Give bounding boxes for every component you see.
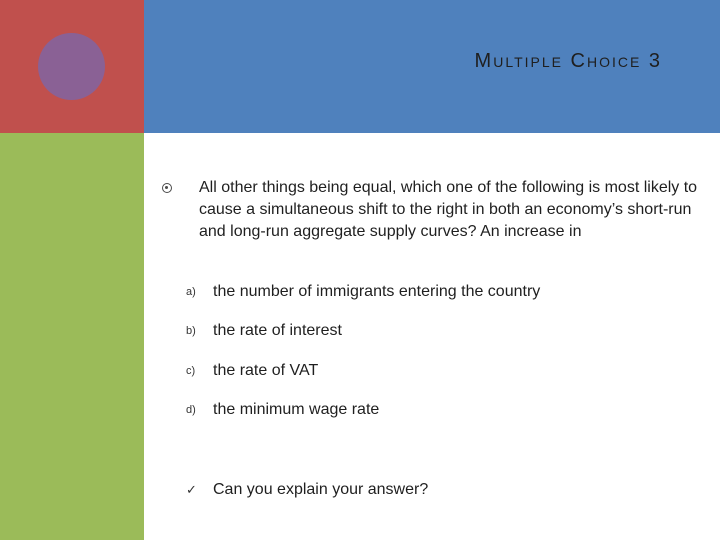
followup-text: Can you explain your answer? [213, 481, 429, 498]
option-letter: c) [186, 365, 196, 377]
option-a [186, 281, 540, 303]
option-letter: a) [186, 286, 196, 298]
question-text: All other things being equal, which one of the following is most likely to cause a simultaneous shift to the right in both an economy’s short-run and long-run aggregate supply curves? An increase in [199, 179, 698, 240]
option-d [186, 399, 379, 421]
option-b [186, 320, 342, 342]
decorative-circle [38, 33, 105, 100]
bullet-icon [162, 183, 172, 193]
check-icon: ✓ [186, 482, 197, 497]
option-letter: d) [186, 404, 196, 416]
option-text: the rate of VAT [213, 362, 319, 379]
option-text: the number of immigrants entering the country [213, 283, 541, 300]
option-text: the minimum wage rate [213, 401, 380, 418]
option-c [186, 360, 318, 382]
slide-title: Multiple Choice 3 [474, 50, 662, 72]
option-text: the rate of interest [213, 322, 342, 339]
green-side-block [0, 133, 144, 540]
option-letter: b) [186, 325, 196, 337]
followup-prompt [186, 479, 428, 501]
